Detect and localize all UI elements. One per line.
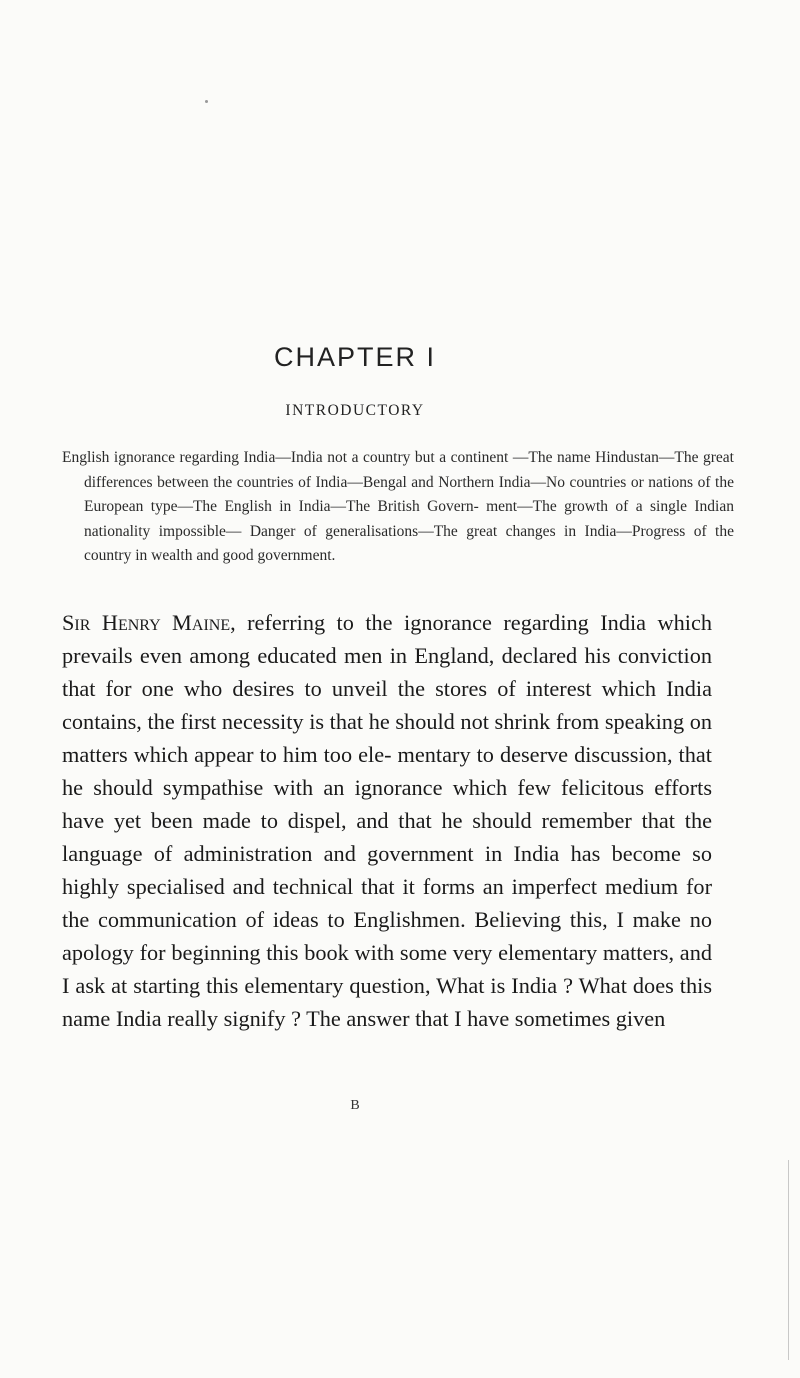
paper-speck [205,100,208,103]
chapter-title: CHAPTER I [273,342,437,372]
signature-mark: B [350,1098,360,1113]
page-edge-line [788,1160,789,1360]
chapter-summary: English ignorance regarding India—India not a country but a continent —The name Hindustan—The great differences between the countries of India—Bengal and Northern India—No countries or nations of the European type—The English in India—The British Govern- ment—The growth of a single Indian nationality impossible— Danger of generalisations—The great changes in India—Progress of the country in wealth and good government. [62,449,734,564]
body-text: , referring to the ignorance regarding India which prevails even among educated men in England, declared his conviction that for one who desires to unveil the stores of interest which India contains, the first necessity is that he should not shrink from speaking on matters which appear to him too ele- mentary to deserve discussion, that he should sympathise with an ignorance which few felicitous efforts have yet been made to dispel, and that he should remember that the language of administration and government in India has become so highly specialised and technical that it forms an imperfect medium for the communication of ideas to Englishmen. Believing this, I make no apology for beginning this book with some very elementary matters, and I ask at starting this elementary question, What is India ? What does this name India really signify ? The answer that I have sometimes given [62,610,712,1031]
section-title: INTRODUCTORY [285,402,425,419]
body-paragraph [62,606,712,1035]
lead-small-caps: Sir Henry Maine [62,610,231,635]
